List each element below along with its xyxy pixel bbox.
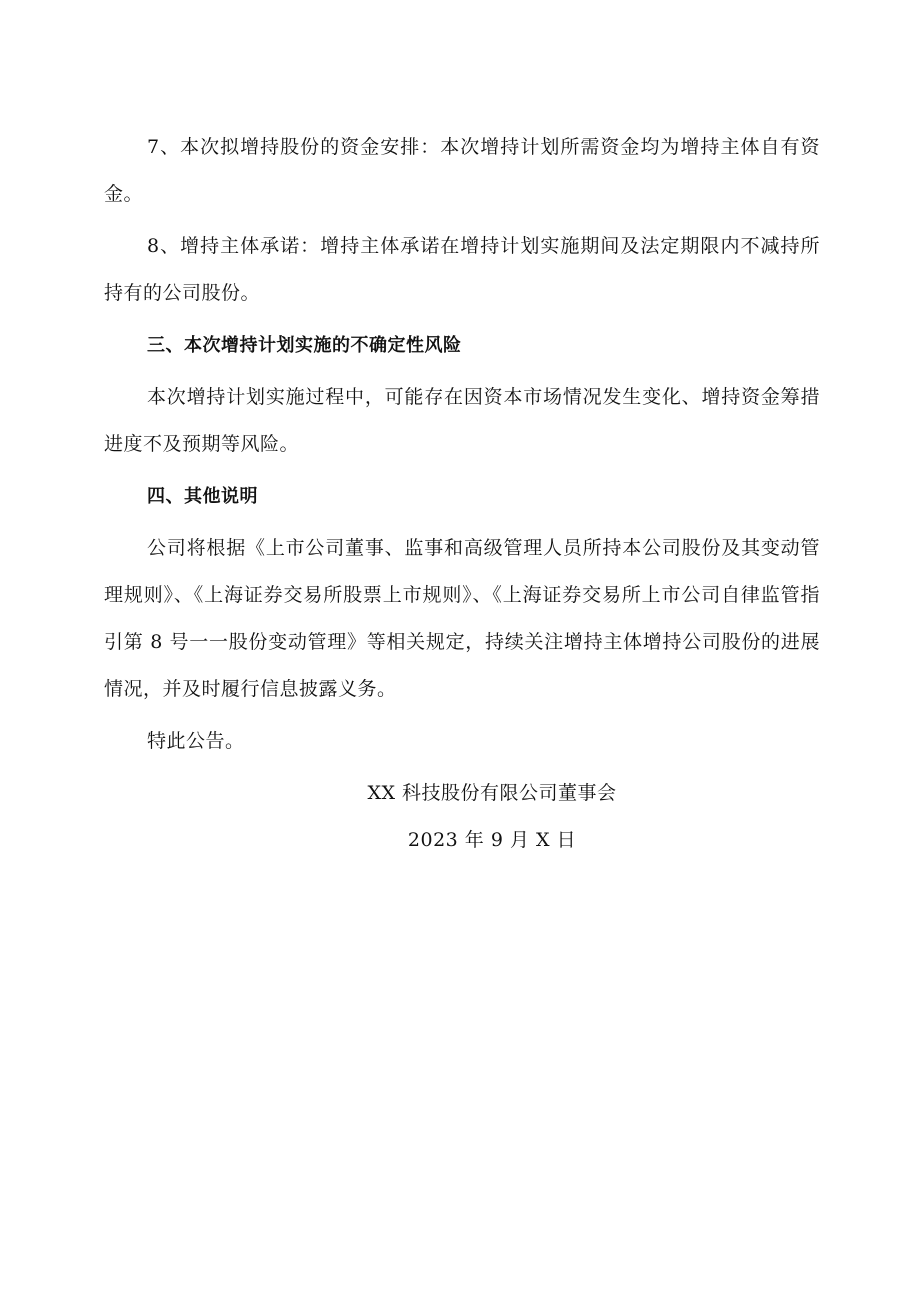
closing-statement: 特此公告。 (147, 730, 245, 752)
paragraph-other: 公司将根据《上市公司董事、监事和高级管理人员所持本公司股份及其变动管理规则》、《上海证券交易所股票上市规则》、《上海证券交易所上市公司自律监管指引第 8 号一一股份变动管理》等相关规定，持续关注增持主体增持公司股份的进展情况，并及时履行信息披露义务。 (104, 537, 820, 700)
document-date: 2023 年 9 月 X 日 (407, 829, 577, 851)
signatory: XX 科技股份有限公司董事会 (367, 782, 617, 804)
signature-block (104, 770, 820, 864)
document-body (104, 124, 820, 864)
paragraph-commitment: 8、增持主体承诺：增持主体承诺在增持计划实施期间及法定期限内不减持所持有的公司股份。 (104, 235, 820, 304)
paragraph-risk: 本次增持计划实施过程中，可能存在因资本市场情况发生变化、增持资金筹措进度不及预期等风险。 (104, 386, 820, 455)
section-heading-risk: 三、本次增持计划实施的不确定性风险 (147, 335, 462, 356)
paragraph-funding-arrangement: 7、本次拟增持股份的资金安排：本次增持计划所需资金均为增持主体自有资金。 (104, 136, 820, 205)
section-heading-other: 四、其他说明 (147, 486, 258, 507)
